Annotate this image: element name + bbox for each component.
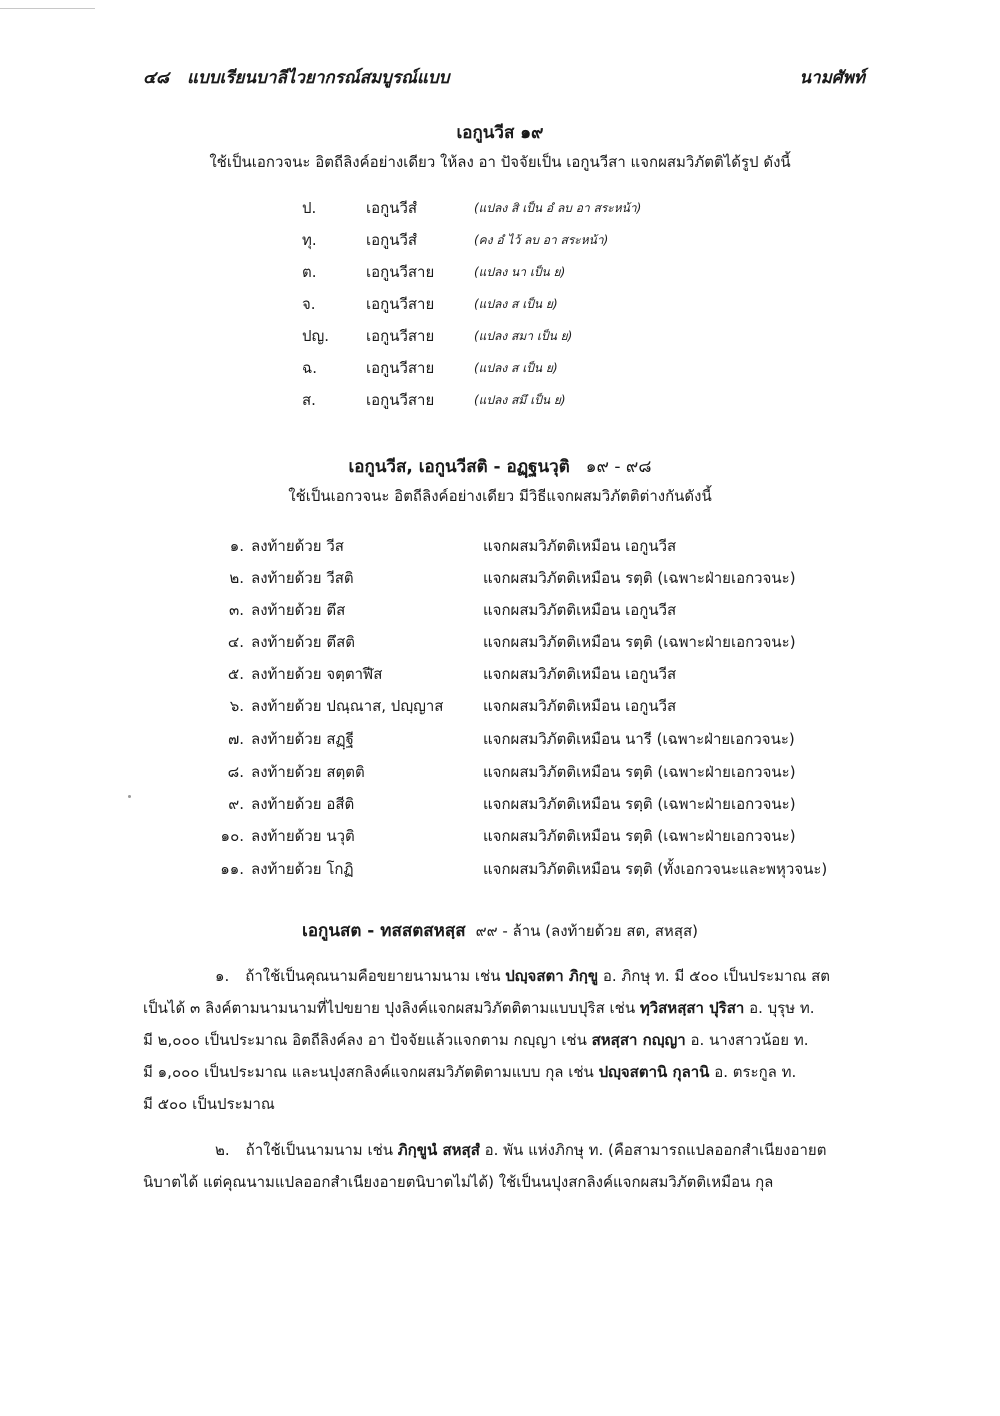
text-run: อ. ภิกษุ ท. มี ๕๐๐ เป็นประมาณ สต — [598, 967, 830, 985]
paragraph-line — [143, 960, 868, 992]
case-form: เอกูนวีสํ — [366, 231, 418, 249]
rule-ending: ลงท้ายด้วย วีส — [251, 537, 344, 555]
text-run: อ. บุรุษ ท. — [744, 999, 815, 1017]
case-abbr: ป. — [302, 199, 317, 217]
rule-ending: ลงท้ายด้วย นวุติ — [251, 827, 355, 845]
rule-ending: ลงท้ายด้วย อสีติ — [251, 795, 355, 813]
case-abbr: ฉ. — [302, 359, 317, 377]
text-run: อ. พัน แห่งภิกษุ ท. (คือสามารถแปลออกสำเนียงอายต — [479, 1141, 827, 1159]
case-abbr: จ. — [302, 295, 316, 313]
section2-range: ๑๙ - ๙๘ — [585, 457, 652, 477]
text-run: อ. นางสาวน้อย ท. — [685, 1031, 809, 1049]
section3-title — [0, 917, 1000, 944]
rule-ending: ลงท้ายด้วย ปณฺณาส, ปญฺญาส — [251, 697, 444, 715]
paragraph-number: ๒. — [215, 1141, 230, 1159]
case-form: เอกูนวีสาย — [366, 263, 435, 281]
case-abbr: ทุ. — [302, 231, 317, 249]
text-run: อ. ตระกูล ท. — [709, 1063, 797, 1081]
rule-ending: ลงท้ายด้วย สตฺตติ — [251, 763, 365, 781]
text-run: เป็นได้ ๓ ลิงค์ตามนามนามที่ไปขยาย ปุงลิงค์แจกผสมวิภัตติตามแบบปุริส เช่น — [143, 999, 640, 1017]
pali-example: ปญฺจสตา ภิกฺขู — [505, 967, 599, 985]
rule-declension: แจกผสมวิภัตติเหมือน เอกูนวีส — [483, 697, 677, 715]
rule-declension: แจกผสมวิภัตติเหมือน รตฺติ (เฉพาะฝ่ายเอกวจนะ) — [483, 569, 796, 587]
case-abbr: ส. — [302, 391, 316, 409]
rule-declension: แจกผสมวิภัตติเหมือน รตฺติ (ทั้งเอกวจนะและพหุวจนะ) — [483, 860, 828, 878]
pali-example: ภิกฺขูนํ สหสฺสํ — [397, 1141, 480, 1159]
rule-declension: แจกผสมวิภัตติเหมือน รตฺติ (เฉพาะฝ่ายเอกวจนะ) — [483, 827, 796, 845]
rule-number: ๖. — [229, 697, 244, 715]
pali-example: ปญฺจสตานิ กุลานิ — [598, 1063, 710, 1081]
book-title: แบบเรียนบาลีไวยากรณ์สมบูรณ์แบบ — [186, 68, 450, 88]
rule-declension: แจกผสมวิภัตติเหมือน รตฺติ (เฉพาะฝ่ายเอกวจนะ) — [483, 763, 796, 781]
case-form: เอกูนวีสาย — [366, 391, 435, 409]
scan-edge-line — [0, 8, 95, 9]
rule-number: ๔. — [227, 633, 244, 651]
rule-ending: ลงท้ายด้วย ตึส — [251, 601, 346, 619]
case-form: เอกูนวีสาย — [366, 295, 435, 313]
case-note: (คง อํ ไว้ ลบ อา สระหน้า) — [474, 233, 609, 247]
case-note: (แปลง สมึ เป็น ย) — [474, 393, 566, 407]
rule-ending: ลงท้ายด้วย สฏฺฐี — [251, 730, 354, 748]
rule-declension: แจกผสมวิภัตติเหมือน เอกูนวีส — [483, 601, 677, 619]
section2-intro: ใช้เป็นเอกวจนะ อิตถีลิงค์อย่างเดียว มีวิธีแจกผสมวิภัตติต่างกันดังนี้ — [288, 487, 712, 505]
scan-speck — [128, 795, 131, 798]
rule-number: ๑. — [229, 537, 244, 555]
text-run: ถ้าใช้เป็นคุณนามคือขยายนามนาม เช่น — [245, 967, 506, 985]
paragraph-2 — [143, 1134, 868, 1198]
page-number: ๔๘ — [143, 68, 169, 88]
paragraph-number: ๑. — [215, 967, 230, 985]
paragraph-1 — [143, 960, 868, 1120]
rule-number: ๗. — [227, 730, 244, 748]
paragraph-line — [143, 992, 868, 1024]
rule-declension: แจกผสมวิภัตติเหมือน รตฺติ (เฉพาะฝ่ายเอกวจนะ) — [483, 633, 796, 651]
rule-number: ๑๐. — [220, 827, 244, 845]
rule-ending: ลงท้ายด้วย จตฺตาฬีส — [251, 665, 383, 683]
case-abbr: ปญ. — [302, 327, 330, 345]
paragraph-line: นิบาตได้ แต่คุณนามแปลออกสำเนียงอายตนิบาตไม่ได้) ใช้เป็นนปุงสกลิงค์แจกผสมวิภัตติเหมือน กุล — [143, 1173, 774, 1191]
rule-declension: แจกผสมวิภัตติเหมือน เอกูนวีส — [483, 665, 677, 683]
rule-declension: แจกผสมวิภัตติเหมือน รตฺติ (เฉพาะฝ่ายเอกวจนะ) — [483, 795, 796, 813]
paragraph-line: มี ๕๐๐ เป็นประมาณ — [143, 1095, 275, 1113]
paragraph-line — [143, 1024, 868, 1056]
rule-ending: ลงท้ายด้วย วีสติ — [251, 569, 354, 587]
case-note: (แปลง นา เป็น ย) — [474, 265, 566, 279]
rule-number: ๓. — [228, 601, 244, 619]
text-run: มี ๒,๐๐๐ เป็นประมาณ อิตถีลิงค์ลง อา ปัจจัยแล้วแจกตาม กญฺญา เช่น — [143, 1031, 592, 1049]
case-note: (แปลง ส เป็น ย) — [474, 361, 558, 375]
section2-title — [0, 453, 1000, 480]
rule-number: ๘. — [227, 763, 244, 781]
case-note: (แปลง สมา เป็น ย) — [474, 329, 573, 343]
rule-number: ๒. — [229, 569, 244, 587]
rule-declension: แจกผสมวิภัตติเหมือน นารี (เฉพาะฝ่ายเอกวจนะ) — [483, 730, 795, 748]
section1-title: เอกูนวีส ๑๙ — [456, 123, 544, 143]
section3-range: ๙๙ - ล้าน (ลงท้ายด้วย สต, สหสฺส) — [475, 922, 698, 940]
section2-title-text: เอกูนวีส, เอกูนวีสติ - อฏฺฐนวุติ — [348, 457, 570, 477]
case-form: เอกูนวีสาย — [366, 327, 435, 345]
text-run: ถ้าใช้เป็นนามนาม เช่น — [245, 1141, 398, 1159]
pali-example: ทฺวิสหสฺสา ปุริสา — [639, 999, 745, 1017]
paragraph-line — [143, 1134, 868, 1166]
rule-number: ๑๑. — [220, 860, 244, 878]
case-note: (แปลง ส เป็น ย) — [474, 297, 558, 311]
running-header-left — [143, 64, 449, 91]
section1-intro: ใช้เป็นเอกวจนะ อิตถีลิงค์อย่างเดียว ให้ลง อา ปัจจัยเป็น เอกูนวีสา แจกผสมวิภัตติได้รูป ดังนี้ — [209, 153, 791, 171]
text-run: มี ๑,๐๐๐ เป็นประมาณ และนปุงสกลิงค์แจกผสมวิภัตติตามแบบ กุล เช่น — [143, 1063, 599, 1081]
case-form: เอกูนวีสํ — [366, 199, 418, 217]
case-abbr: ต. — [302, 263, 317, 281]
chapter-title: นามศัพท์ — [799, 68, 865, 88]
rule-number: ๕. — [227, 665, 244, 683]
paragraph-line — [143, 1056, 868, 1088]
rule-ending: ลงท้ายด้วย ตึสติ — [251, 633, 355, 651]
rule-ending: ลงท้ายด้วย โกฏิ — [251, 860, 354, 878]
rule-number: ๙. — [228, 795, 244, 813]
case-form: เอกูนวีสาย — [366, 359, 435, 377]
case-note: (แปลง สิ เป็น อํ ลบ อา สระหน้า) — [474, 201, 642, 215]
section3-title-text: เอกูนสต - ทสสตสหสฺส — [302, 921, 466, 941]
pali-example: สหสฺสา กญฺญา — [591, 1031, 686, 1049]
rule-declension: แจกผสมวิภัตติเหมือน เอกูนวีส — [483, 537, 677, 555]
